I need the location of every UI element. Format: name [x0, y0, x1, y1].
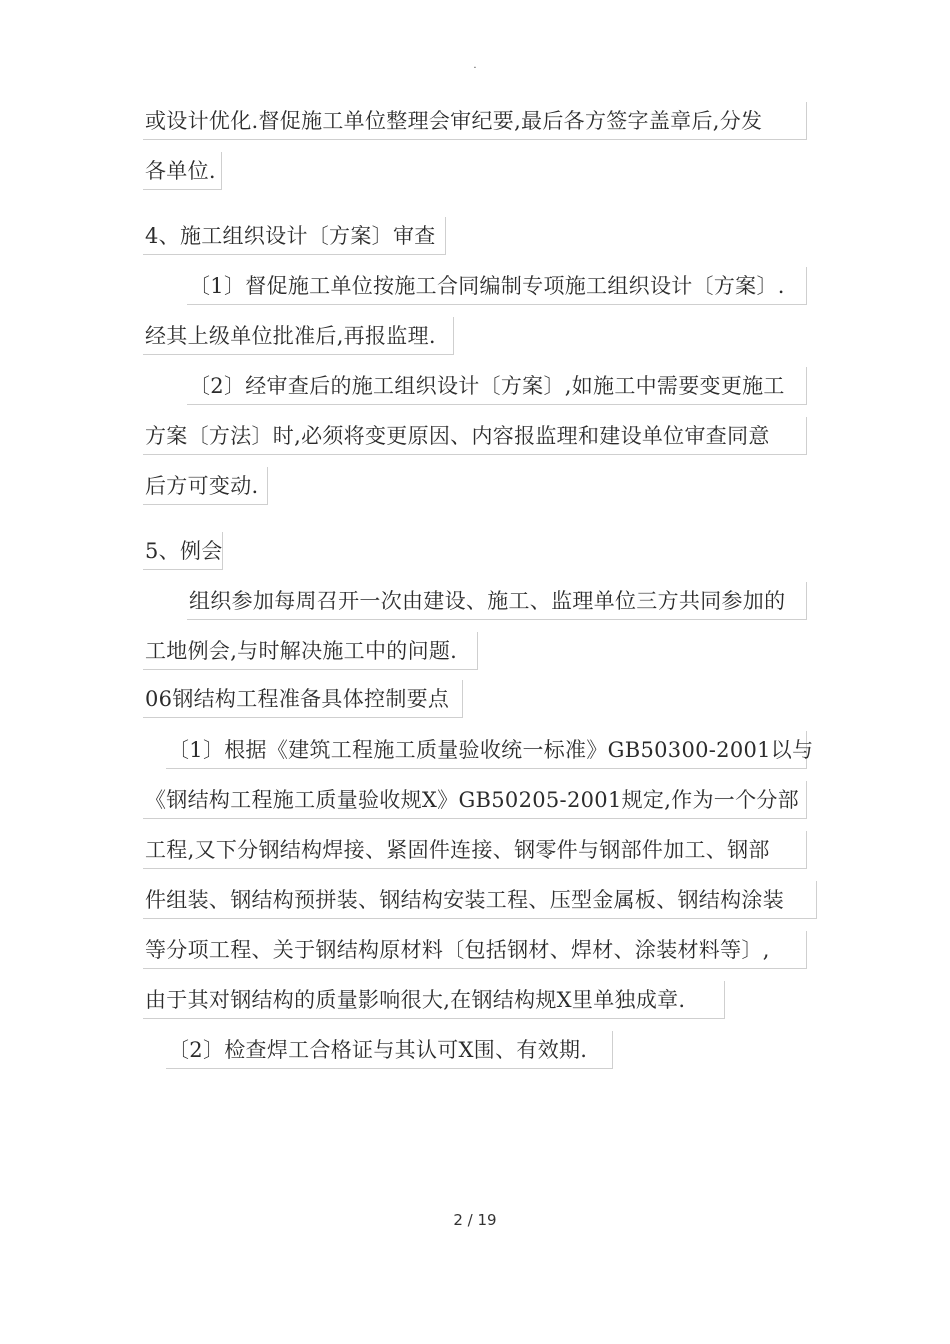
text-line: 工地例会,与时解决施工中的问题.: [143, 632, 478, 670]
page-number: 2 / 19: [453, 1211, 497, 1229]
section-heading: 4、施工组织设计〔方案〕审查: [143, 217, 446, 255]
header-mark: .: [473, 60, 477, 71]
text-line: 各单位.: [143, 152, 222, 190]
text-line: 〔2〕经审查后的施工组织设计〔方案〕,如施工中需要变更施工: [187, 367, 807, 405]
text-line: 件组装、钢结构预拼装、钢结构安装工程、压型金属板、钢结构涂装: [143, 881, 817, 919]
text-line: 或设计优化.督促施工单位整理会审纪要,最后各方签字盖章后,分发: [143, 102, 807, 140]
text-line: 等分项工程、关于钢结构原材料〔包括钢材、焊材、涂装材料等〕,: [143, 931, 807, 969]
section-heading: 06钢结构工程准备具体控制要点: [143, 680, 463, 718]
section-heading: 5、例会: [143, 532, 223, 570]
text-line: 〔1〕根据《建筑工程施工质量验收统一标准》GB50300-2001以与: [166, 731, 807, 769]
text-line: 工程,又下分钢结构焊接、紧固件连接、钢零件与钢部件加工、钢部: [143, 831, 807, 869]
text-line: 方案〔方法〕时,必须将变更原因、内容报监理和建设单位审查同意: [143, 417, 807, 455]
text-line: 《钢结构工程施工质量验收规X》GB50205-2001规定,作为一个分部: [143, 781, 807, 819]
text-line: 经其上级单位批准后,再报监理.: [143, 317, 454, 355]
text-line: 由于其对钢结构的质量影响很大,在钢结构规X里单独成章.: [143, 981, 725, 1019]
text-line: 组织参加每周召开一次由建设、施工、监理单位三方共同参加的: [187, 582, 807, 620]
text-line: 后方可变动.: [143, 467, 268, 505]
text-line: 〔1〕督促施工单位按施工合同编制专项施工组织设计〔方案〕.: [187, 267, 807, 305]
text-line: 〔2〕检查焊工合格证与其认可X围、有效期.: [166, 1031, 613, 1069]
